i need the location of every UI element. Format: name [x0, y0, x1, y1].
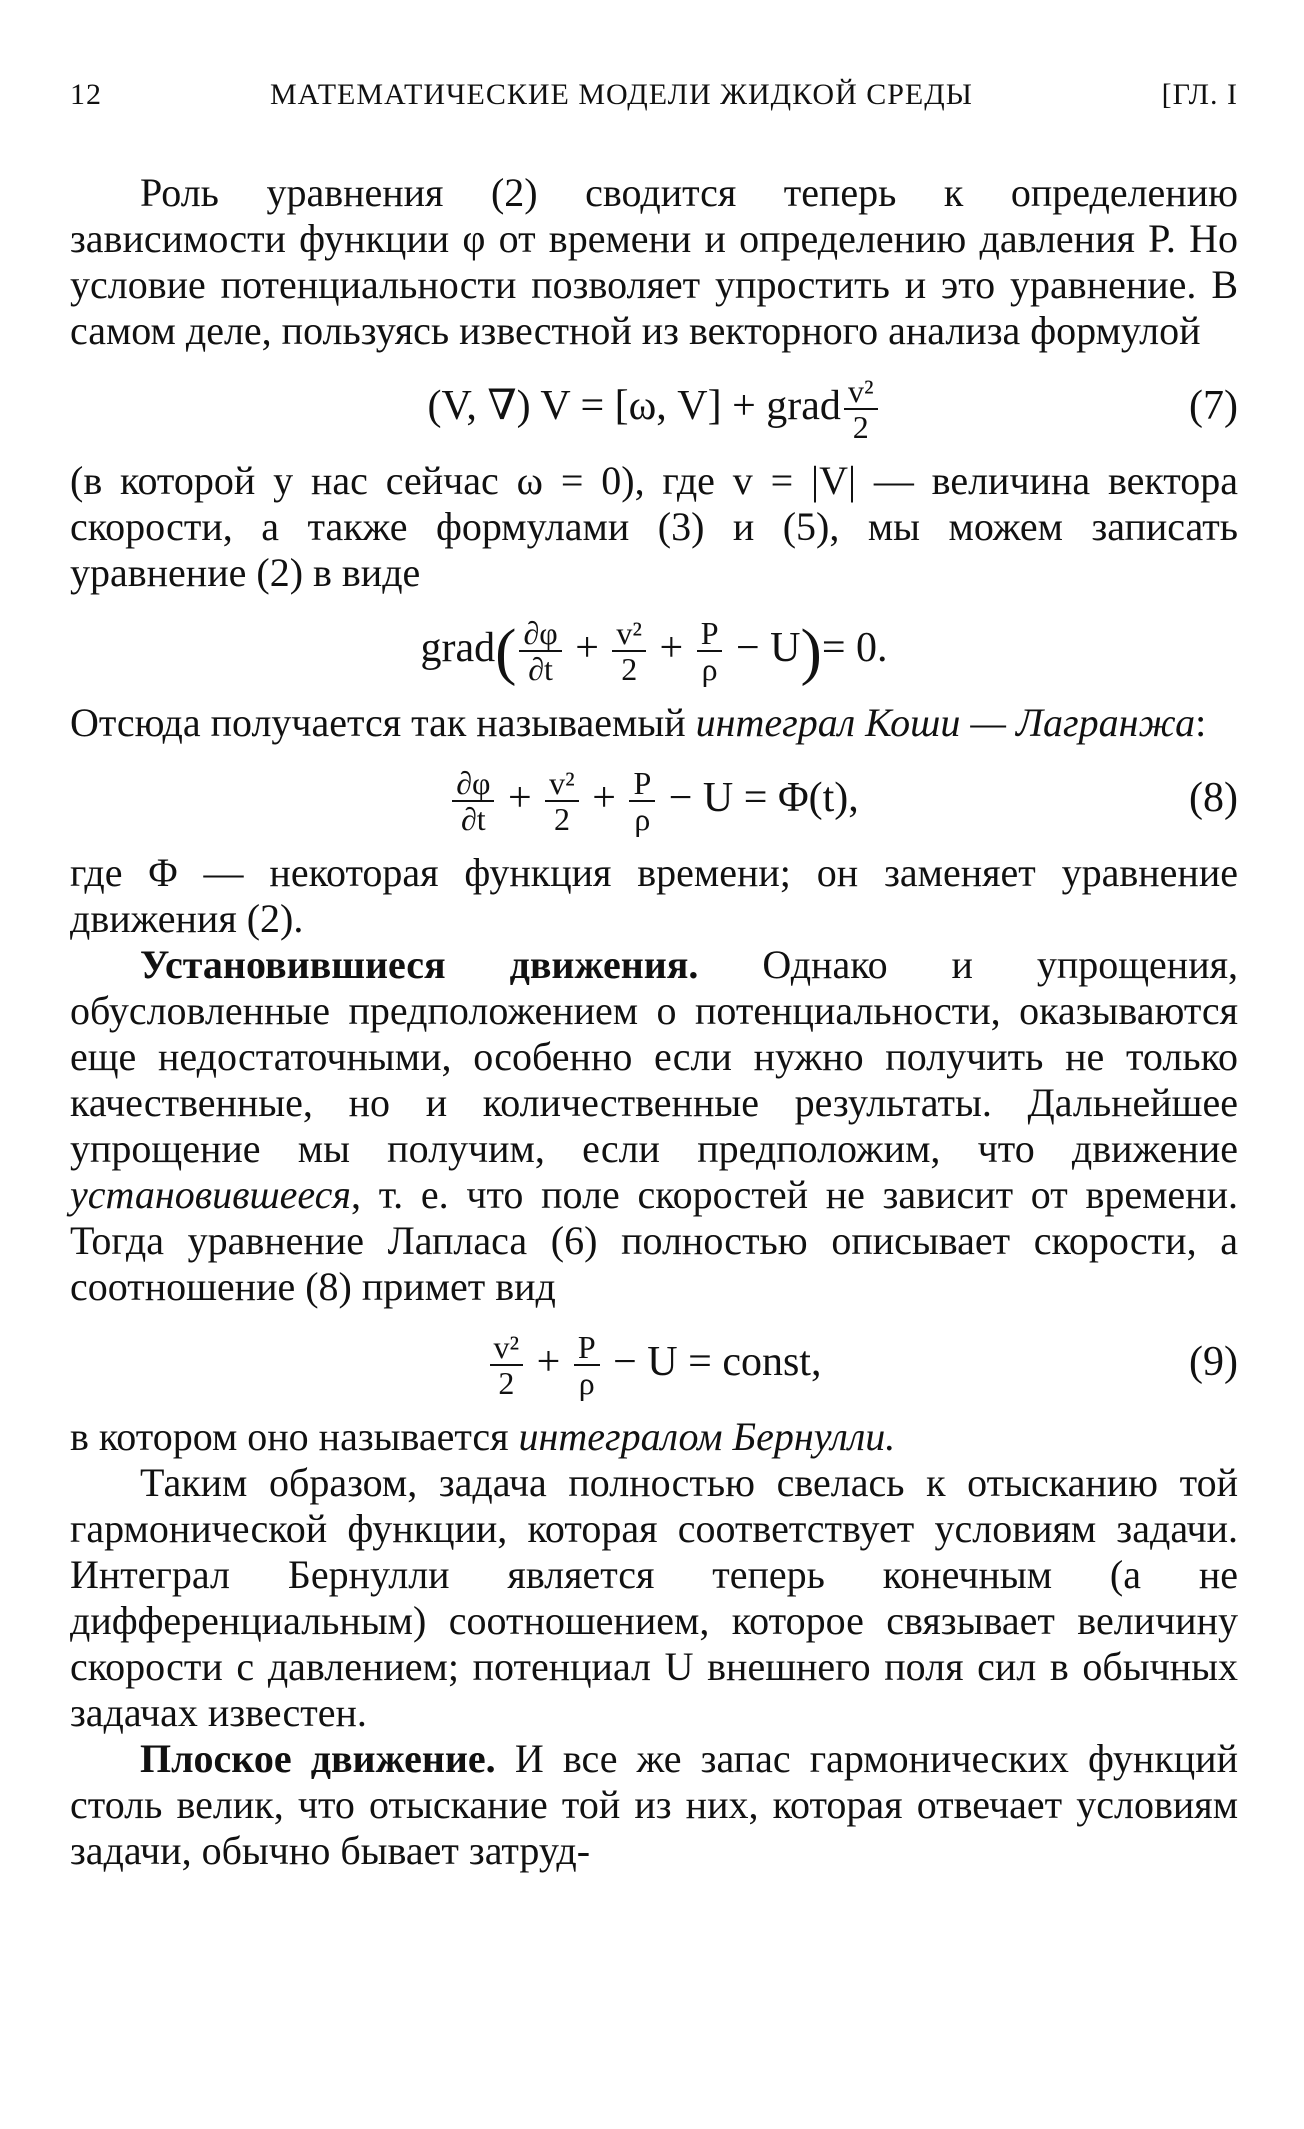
eqg-f2-den: 2	[621, 651, 638, 688]
eq9-f2-num: P	[574, 1330, 600, 1366]
eq7-frac-den: 2	[852, 409, 869, 446]
p5-text-2: , т. е. что поле скоростей не зависит от времени. Тогда уравнение Лапласа (6) полностью описывает скорости, а соотношение (8) примет вид	[70, 1172, 1238, 1309]
eq7-fraction	[844, 374, 878, 444]
p5-text-1: Однако и упрощения, обусловленные предположением о потенциальности, оказываются еще недостаточными, особенно если нужно получить не только качественные, но и количественные результаты. Дальнейшее упрощение мы получим, если предположим, что движение	[70, 942, 1238, 1171]
equation-number-9: (9)	[1189, 1339, 1238, 1385]
book-page	[70, 60, 1238, 2100]
eqg-f3-num: P	[697, 616, 723, 652]
eq8-f1-num: ∂φ	[452, 766, 494, 802]
running-title: МАТЕМАТИЧЕСКИЕ МОДЕЛИ ЖИДКОЙ СРЕДЫ	[270, 78, 973, 111]
eq9-frac-1	[490, 1330, 524, 1400]
paragraph-6	[70, 1414, 1238, 1460]
eqg-open-paren: (	[495, 615, 517, 687]
eq8-f2-den: 2	[553, 801, 570, 838]
eq9-plus-1: +	[536, 1339, 561, 1385]
eq8-f2-num: v²	[545, 766, 579, 802]
p3-text-end: :	[1195, 700, 1207, 745]
body-text	[70, 170, 1238, 1874]
eqg-frac-1	[519, 616, 561, 686]
p6-italic-term: интегралом Бернулли.	[518, 1414, 896, 1459]
eq9-f1-num: v²	[490, 1330, 524, 1366]
paragraph-4: где Φ — некоторая функция времени; он заменяет уравнение движения (2).	[70, 850, 1238, 941]
paragraph-7: Таким образом, задача полностью свелась к отысканию той гармонической функции, которая соответствует условиям задачи. Интеграл Бернулли является теперь конечным (а не дифференциальным) соотношением, которое связывает величину скорости с давлением; потенциал U внешнего поля сил в обычных задачах известен.	[70, 1460, 1238, 1735]
section-heading-steady-motion: Установившиеся движения.	[140, 942, 699, 987]
equation-number-8: (8)	[1189, 775, 1238, 821]
eqg-rhs: = 0.	[821, 625, 888, 671]
eq9-f1-den: 2	[498, 1365, 515, 1402]
eq8-plus-1: +	[507, 775, 532, 821]
eq8-f3-den: ρ	[634, 801, 651, 838]
eqg-f2-num: v²	[612, 616, 646, 652]
p8-text: И все же запас гармонических функций столь велик, что отыскание той из них, которая отвечает условиям задачи, обычно бывает затруд-	[70, 1736, 1238, 1873]
section-heading-plane-motion: Плоское движение.	[140, 1736, 496, 1781]
equation-grad	[70, 602, 1238, 694]
paragraph-8	[70, 1736, 1238, 1874]
equation-9	[70, 1316, 1238, 1408]
paragraph-5	[70, 942, 1238, 1310]
equation-8	[70, 752, 1238, 844]
eqg-f1-num: ∂φ	[519, 616, 561, 652]
eqg-plus-2: +	[659, 625, 684, 671]
paragraph-3	[70, 700, 1238, 746]
eqg-f3-den: ρ	[701, 651, 718, 688]
eq9-f2-den: ρ	[578, 1365, 595, 1402]
page-number: 12	[70, 78, 102, 111]
p3-text-start: Отсюда получается так называемый	[70, 700, 696, 745]
equation-7	[70, 360, 1238, 452]
eqg-grad: grad	[420, 625, 496, 671]
eq7-frac-num: v²	[844, 374, 878, 410]
eqg-minus-u: − U	[735, 625, 801, 671]
eq9-rhs: − U = const,	[613, 1339, 822, 1385]
eq8-frac-1	[452, 766, 494, 836]
equation-number-7: (7)	[1189, 383, 1238, 429]
eq9-frac-2	[574, 1330, 600, 1400]
eqg-frac-3	[697, 616, 723, 686]
paragraph-1: Роль уравнения (2) сводится теперь к определению зависимости функции φ от времени и определению давления P. Но условие потенциальности позволяет упростить и это уравнение. В самом деле, пользуясь известной из векторного анализа формулой	[70, 170, 1238, 353]
p5-italic-term: установившееся	[70, 1172, 351, 1217]
eq7-lhs: (V, ∇) V = [ω, V] + grad	[427, 383, 841, 429]
eq8-rhs: − U = Φ(t),	[668, 775, 859, 821]
eq8-f1-den: ∂t	[460, 801, 486, 838]
chapter-label: [ГЛ. I	[1161, 78, 1238, 111]
p3-italic-term: интеграл Коши — Лагранжа	[695, 700, 1196, 745]
eq8-plus-2: +	[592, 775, 616, 821]
paragraph-2: (в которой у нас сейчас ω = 0), где v = |V| — величина вектора скорости, а также формулами (3) и (5), мы можем записать уравнение (2) в виде	[70, 458, 1238, 595]
eqg-f1-den: ∂t	[528, 651, 553, 688]
eq8-f3-num: P	[629, 766, 655, 802]
eq8-frac-3	[629, 766, 655, 836]
running-head	[70, 60, 1238, 120]
eqg-plus-1: +	[575, 625, 599, 671]
eqg-close-paren: )	[800, 615, 822, 687]
eqg-frac-2	[612, 616, 646, 686]
p6-text-start: в котором оно называется	[70, 1414, 519, 1459]
eq8-frac-2	[545, 766, 579, 836]
